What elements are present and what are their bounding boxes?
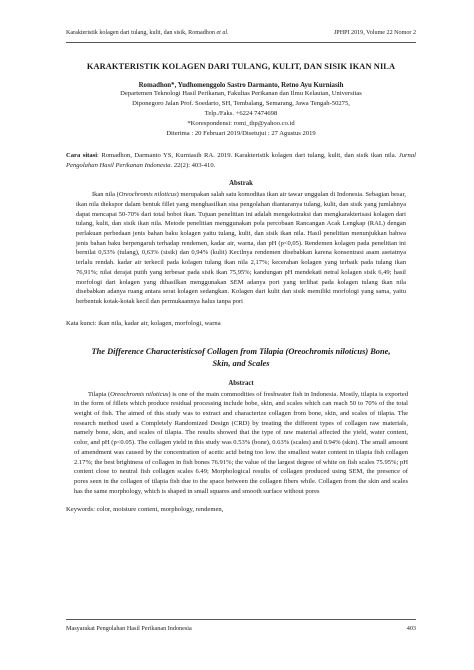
abstrak-heading: Abstrak bbox=[229, 180, 253, 188]
citation-label: Cara sitasi bbox=[66, 152, 98, 159]
article-body bbox=[66, 62, 416, 520]
phone-fax: Telp./Faks. +6224 7474698 bbox=[204, 110, 278, 117]
citation-tail: . 22(2): 403-410. bbox=[170, 161, 216, 169]
affiliation-line: Diponegoro Jalan Prof. Soedarto, SH, Tembalang, Semarang, Jawa Tengah-50275, bbox=[132, 100, 350, 107]
affiliation-line: Departemen Teknologi Hasil Perikanan, Fakultas Perikanan dan Ilmu Kelautan, Universitas bbox=[120, 90, 362, 97]
running-header-left: Karakteristik kolagen dari tulang, kulit, dan sisik, Romadhon et al. bbox=[66, 30, 229, 36]
keywords: Keywords: color, moisture content, morphology, rendemen, bbox=[66, 506, 224, 514]
correspondence-email: *Korespondensi: romi_thp@yahoo.co.id bbox=[187, 120, 295, 127]
affiliation-block bbox=[66, 89, 416, 139]
footer-society: Masyarakat Pengolahan Hasil Perikanan Indonesia bbox=[66, 625, 192, 632]
article-title: KARAKTERISTIK KOLAGEN DARI TULANG, KULIT, DAN SISIK IKAN NILA bbox=[86, 62, 396, 71]
citation-text: : Romadhon, Darmanto YS, Kurniasih RA. 2019. Karakteristik kolagen dari tulang, kulit, dan sisik ikan nila. bbox=[97, 152, 399, 159]
citation-journal: Jurnal Pengolahan Hasil Perikanan Indonesia bbox=[66, 152, 416, 169]
abstract-text: Tilapia (Oreochromis niloticus) is one of the main commodities of freshwater fish in Indonesia. Mostly, tilapia is exported in the form of fillets which produce residual processing include bobe, skin, and scales which can reach 50 to 70% of the total weight of fish. The aimed of this study was to extract and characterize collagen from bone, skin, and scales of tilapia. The research method used a Completely Randomized Design (CRD) by treating the different types of collagen raw materials, namely bone, skin, and scales of tilapia. The results showed that the type of raw material affected the yield, water content, color, and pH (p<0.05). The collagen yield in this study was 0.53% (bone), 0.63% (scales) and 0.94% (skin). The small amount of amendment was caused by the concentration of acetic acid being too low. the smallest water content in tilapia fish collagen 2.17%; the best brightness of collagen in fish bones 76.91%; the value of the largest degree of white on fish scales 75.95%; pH content close to neutral fish collagen scales 6.49; Morphological results of collagen produced using SEM, the presence of pores seen in the collagen of tilapia fish due to the space between the collagen fibers while. Collagen from the skin and scales has the same morphology, which is shaped in small squares and smooth surface without pores bbox=[74, 390, 408, 495]
running-header bbox=[66, 30, 416, 36]
kata-kunci: Kata kunci: ikan nila, kadar air, kolagen, morfologi, warna bbox=[66, 319, 221, 327]
header-rule bbox=[66, 42, 416, 43]
abstract-heading: Abstract bbox=[228, 379, 254, 387]
english-title: The Difference Characteristicsof Collagen from Tilapia (Oreochromis niloticus) Bone, Skin, and Scales bbox=[91, 346, 391, 368]
received-accepted-dates: Diterima : 20 Februari 2019/Disetujui : 27 Agustus 2019 bbox=[166, 130, 316, 137]
abstrak-text: Ikan nila (Oreochromis niloticus) merupakan salah satu komoditas ikan air tawar unggulan di Indonesia. Sebagian besar, ikan nila diekspor dalam bentuk fillet yang menghasilkan sisa pengolahan diantaranya tulang, kulit, dan sisik yang jumlahnya dapat mencapai 50-70% dari total bobot ikan. Tujuan penelitian ini adalah mengekstraksi dan mengkarakterisasi kolagen dari tulang, kulit, dan sisik ikan nila. Metode penelitian menggunakan pola percobaan Rancangan Acak Lengkap (RAL) dengan perlakuan perbedaan jenis bahan baku kolagen yaitu tulang, kulit, dan sisik ikan nila. Hasil penelitian menunjukkan bahwa jenis bahan baku berpengaruh terhadap rendemen, kadar air, warna, dan pH (p<0,05). Rendemen kolagen pada penelitian ini bernilai 0,53% (tulang), 0,63% (sisik) dan 0,94% (kulit) Kecilnya rendemen disebabkan karena konsentrasi asam asetatnya terlalu rendah. kadar air terkecil pada kolagen tulang ikan nila 2,17%; kecerahan kolagen yang terbaik pada tulang ikan 76,91%; nilai derajat putih yang terbesar pada sisik ikan 75,95%; kandungan pH mendekati netral kolagen sisik 6,49; hasil morfologi dari kolagen yang dihasilkan menggunakan SEM adanya pori yang terlihat pada kolagen tulang ikan nila disebabkan adanya ruang antara serat kolagen sedangkan. Kolagen dari kulit dan sisik memiliki morfologi yang sama, yaitu berbentuk kotak-kotak kecil dan permukaannya halus tanpa pori bbox=[76, 191, 406, 305]
running-header-right: JPHPI 2019, Volume 22 Nomor 2 bbox=[333, 30, 416, 36]
footer-rule bbox=[66, 619, 416, 620]
page-number: 403 bbox=[406, 625, 416, 632]
author-list: Romadhon*, Yudhomenggolo Sastro Darmanto, Retno Ayu Kurniasih bbox=[138, 82, 344, 89]
page-footer bbox=[66, 625, 416, 632]
citation-block bbox=[66, 151, 416, 170]
